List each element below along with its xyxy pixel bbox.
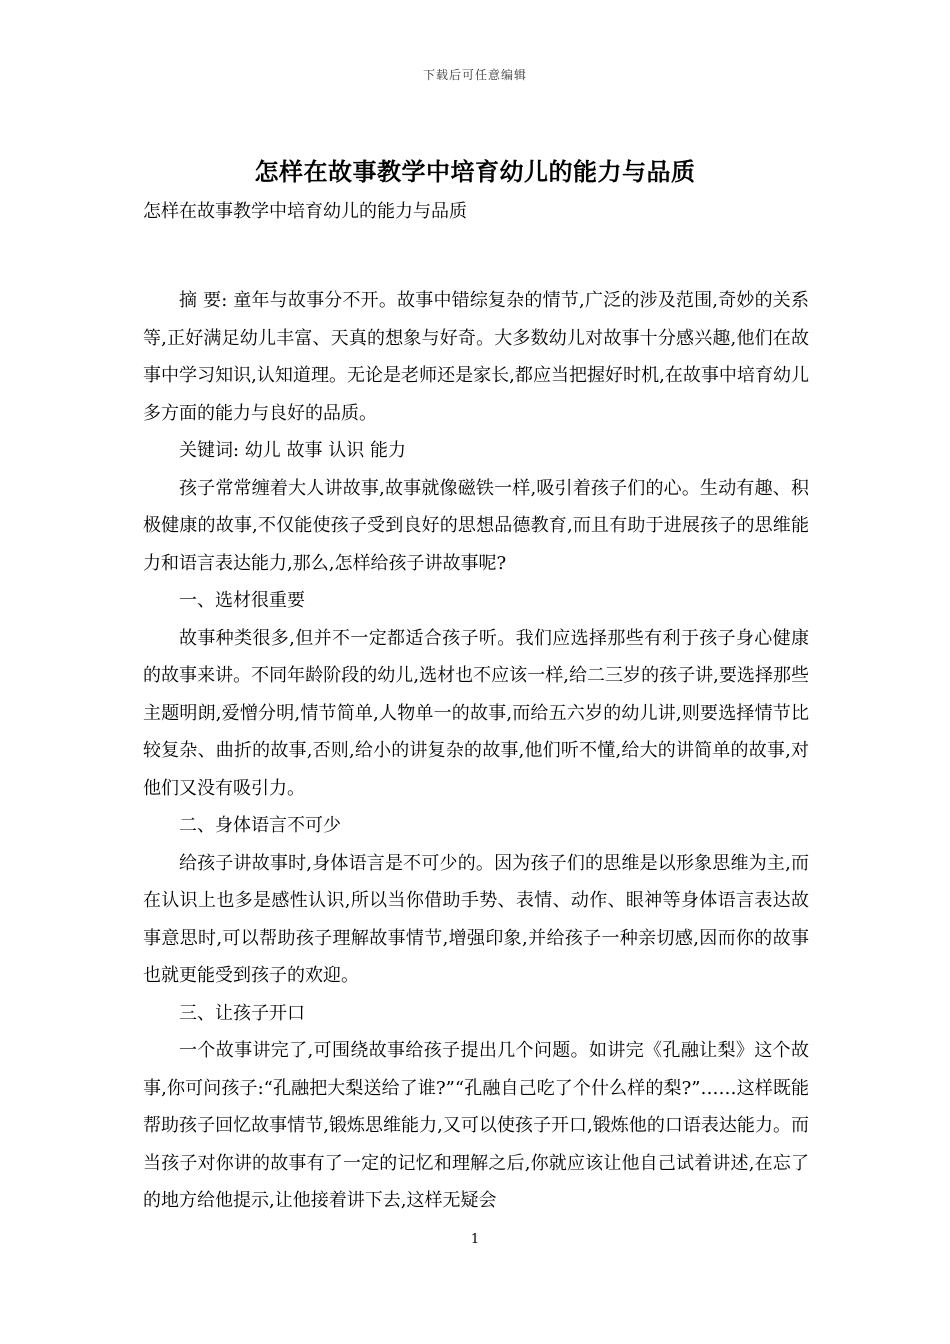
intro-paragraph: 孩子常常缠着大人讲故事,故事就像磁铁一样,吸引着孩子们的心。生动有趣、积极健康的故事,不仅能使孩子受到良好的思想品德教育,而且有助于进展孩子的思维能力和语言表达能力,那么,怎样给孩子讲故事呢? <box>143 477 809 574</box>
abstract-paragraph: 摘 要: 童年与故事分不开。故事中错综复杂的情节,广泛的涉及范围,奇妙的关系等,正好满足幼儿丰富、天真的想象与好奇。大多数幼儿对故事十分感兴趣,他们在故事中学习知识,认知道理。无论是老师还是家长,都应当把握好时机,在故事中培育幼儿多方面的能力与良好的品质。 <box>143 290 809 424</box>
document-subtitle: 怎样在故事教学中培育幼儿的能力与品质 <box>143 201 467 222</box>
section-1-paragraph: 故事种类很多,但并不一定都适合孩子听。我们应选择那些有利于孩子身心健康的故事来讲。不同年龄阶段的幼儿,选材也不应该一样,给二三岁的孩子讲,要选择那些主题明朗,爱憎分明,情节简单,人物单一的故事,而给五六岁的幼儿讲,则要选择情节比较复杂、曲折的故事,否则,给小的讲复杂的故事,他们听不懂,给大的讲简单的故事,对他们又没有吸引力。 <box>143 627 809 799</box>
section-3-paragraph: 一个故事讲完了,可围绕故事给孩子提出几个问题。如讲完《孔融让梨》这个故事,你可问孩子:“孔融把大梨送给了谁?”“孔融自己吃了个什么样的梨?”……这样既能帮助孩子回忆故事情节,锻炼思维能力,又可以使孩子开口,锻炼他的口语表达能力。而当孩子对你讲的故事有了一定的记忆和理解之后,你就应该让他自己试着讲述,在忘了的地方给他提示,让他接着讲下去,这样无疑会 <box>143 1040 809 1211</box>
header-note: 下载后可任意编辑 <box>422 68 527 82</box>
section-heading-1: 一、选材很重要 <box>179 590 305 611</box>
page-number: 1 <box>470 1232 480 1247</box>
section-heading-3: 三、让孩子开口 <box>179 1002 305 1024</box>
section-2-paragraph: 给孩子讲故事时,身体语言是不可少的。因为孩子们的思维是以形象思维为主,而在认识上也多是感性认识,所以当你借助手势、表情、动作、眼神等身体语言表达故事意思时,可以帮助孩子理解故事情节,增强印象,并给孩子一种亲切感,因而你的故事也就更能受到孩子的欢迎。 <box>143 852 809 986</box>
keywords-line: 关键词: 幼儿 故事 认识 能力 <box>179 440 406 461</box>
document-title: 怎样在故事教学中培育幼儿的能力与品质 <box>254 157 696 186</box>
document-body <box>143 196 809 1220</box>
section-heading-2: 二、身体语言不可少 <box>179 815 341 836</box>
